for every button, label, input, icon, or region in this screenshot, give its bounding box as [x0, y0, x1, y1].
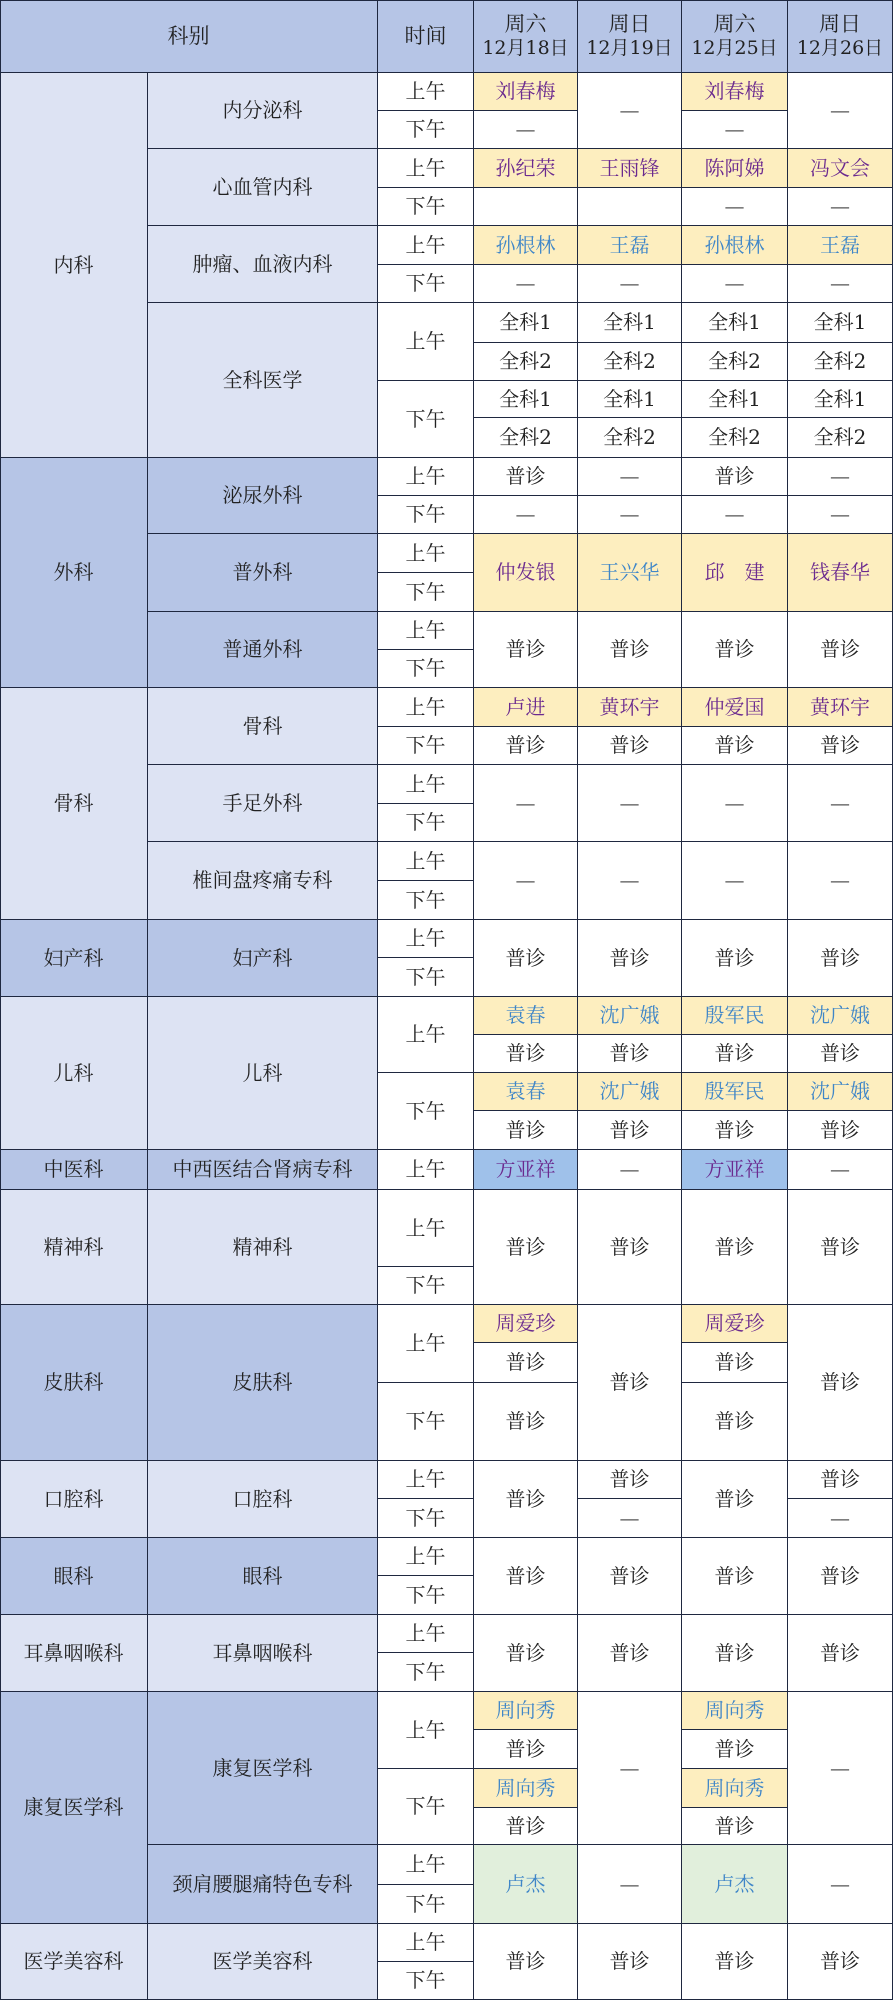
dept-group: 内科: [0, 73, 148, 458]
schedule-cell: 全科1: [788, 303, 893, 343]
sub-department: 普通外科: [148, 612, 378, 688]
time-slot: 下午: [378, 1962, 474, 2000]
schedule-cell: 普诊: [474, 1461, 578, 1538]
schedule-cell: —: [578, 1692, 682, 1845]
header-date: 12月25日: [691, 37, 778, 60]
schedule-cell: 全科1: [682, 381, 788, 418]
schedule-cell: 方亚祥: [474, 1150, 578, 1190]
schedule-cell: 殷军民: [682, 1073, 788, 1111]
time-slot: 上午: [378, 612, 474, 650]
schedule-cell: —: [788, 496, 893, 534]
schedule-cell: —: [578, 765, 682, 842]
schedule-cell: —: [682, 842, 788, 920]
schedule-cell: —: [788, 265, 893, 303]
sub-department: 医学美容科: [148, 1924, 378, 2000]
schedule-cell: 普诊: [578, 612, 682, 688]
schedule-cell: 普诊: [788, 1190, 893, 1305]
time-slot: 上午: [378, 1305, 474, 1383]
schedule-cell: —: [578, 73, 682, 149]
schedule-cell: 普诊: [474, 1538, 578, 1615]
schedule-cell: 全科2: [788, 343, 893, 381]
schedule-cell: 普诊: [788, 1035, 893, 1073]
schedule-cell: 袁春: [474, 1073, 578, 1111]
schedule-cell: —: [788, 1150, 893, 1190]
time-slot: 上午: [378, 842, 474, 881]
schedule-cell: 普诊: [682, 1343, 788, 1383]
time-slot: 上午: [378, 920, 474, 958]
schedule-cell: 全科2: [788, 418, 893, 458]
dept-group: 精神科: [0, 1190, 148, 1305]
schedule-cell: —: [578, 842, 682, 920]
time-slot: 上午: [378, 534, 474, 573]
schedule-cell: 全科1: [682, 303, 788, 343]
time-slot: 下午: [378, 881, 474, 920]
schedule-cell: 周向秀: [474, 1769, 578, 1808]
sub-department: 妇产科: [148, 920, 378, 997]
time-slot: 上午: [378, 765, 474, 804]
schedule-cell: 普诊: [578, 1538, 682, 1615]
dept-group: 医学美容科: [0, 1924, 148, 2000]
header-day-2: [682, 0, 788, 73]
schedule-cell: 普诊: [788, 1615, 893, 1692]
schedule-cell: 普诊: [788, 1111, 893, 1150]
time-slot: 下午: [378, 1267, 474, 1305]
schedule-cell: —: [788, 765, 893, 842]
dept-group: 眼科: [0, 1538, 148, 1615]
sub-department: 精神科: [148, 1190, 378, 1305]
schedule-cell: 仲爱国: [682, 688, 788, 727]
schedule-cell: —: [474, 842, 578, 920]
header-weekday: 周六: [504, 12, 547, 36]
schedule-cell: —: [578, 496, 682, 534]
schedule-cell: 全科1: [578, 381, 682, 418]
sub-department: 椎间盘疼痛专科: [148, 842, 378, 920]
schedule-cell: —: [788, 73, 893, 149]
schedule-cell: 冯文会: [788, 149, 893, 188]
sub-department: 皮肤科: [148, 1305, 378, 1461]
schedule-cell: 普诊: [474, 1343, 578, 1383]
schedule-cell: —: [682, 265, 788, 303]
schedule-cell: 沈广娥: [578, 997, 682, 1035]
time-slot: 下午: [378, 958, 474, 997]
header-day-1: [578, 0, 682, 73]
schedule-cell: —: [578, 265, 682, 303]
schedule-cell: 普诊: [682, 1383, 788, 1461]
schedule-cell: 普诊: [682, 1035, 788, 1073]
schedule-cell: —: [788, 1499, 893, 1538]
dept-group: 口腔科: [0, 1461, 148, 1538]
schedule-cell: 普诊: [788, 727, 893, 765]
schedule-cell: 普诊: [682, 1461, 788, 1538]
schedule-cell: —: [788, 1845, 893, 1924]
time-slot: 上午: [378, 73, 474, 111]
dept-group: 耳鼻咽喉科: [0, 1615, 148, 1692]
schedule-cell: —: [788, 188, 893, 226]
schedule-cell: 普诊: [682, 920, 788, 997]
time-slot: 上午: [378, 1461, 474, 1499]
schedule-cell: 孙根林: [682, 226, 788, 265]
schedule-cell: 普诊: [474, 920, 578, 997]
schedule-cell: —: [474, 111, 578, 149]
schedule-cell: 普诊: [682, 1615, 788, 1692]
schedule-cell: 方亚祥: [682, 1150, 788, 1190]
schedule-cell: —: [682, 111, 788, 149]
schedule-cell: 普诊: [578, 1461, 682, 1499]
schedule-cell: 普诊: [474, 1730, 578, 1769]
schedule-cell: 普诊: [682, 458, 788, 496]
schedule-cell: [578, 188, 682, 226]
schedule-cell: 刘春梅: [682, 73, 788, 111]
time-slot: 上午: [378, 688, 474, 727]
time-slot: 上午: [378, 1538, 474, 1576]
time-slot: 下午: [378, 1653, 474, 1692]
schedule-cell: 王磊: [578, 226, 682, 265]
schedule-cell: 普诊: [788, 1924, 893, 2000]
time-slot: 下午: [378, 727, 474, 765]
time-slot: 下午: [378, 1769, 474, 1845]
time-slot: 下午: [378, 650, 474, 688]
sub-department: 手足外科: [148, 765, 378, 842]
schedule-cell: 普诊: [788, 1305, 893, 1461]
schedule-cell: —: [474, 765, 578, 842]
schedule-cell: 仲发银: [474, 534, 578, 612]
header-time: 时间: [378, 0, 474, 73]
schedule-cell: 普诊: [474, 1808, 578, 1845]
time-slot: 下午: [378, 111, 474, 149]
sub-department: 全科医学: [148, 303, 378, 458]
schedule-cell: —: [578, 1845, 682, 1924]
schedule-cell: 普诊: [788, 612, 893, 688]
time-slot: 上午: [378, 1692, 474, 1769]
sub-department: 中西医结合肾病专科: [148, 1150, 378, 1190]
schedule-cell: 周向秀: [682, 1692, 788, 1730]
time-slot: 下午: [378, 496, 474, 534]
header-weekday: 周日: [608, 12, 651, 36]
schedule-cell: 普诊: [578, 1615, 682, 1692]
dept-group: 康复医学科: [0, 1692, 148, 1924]
sub-department: 泌尿外科: [148, 458, 378, 534]
schedule-cell: 普诊: [682, 1924, 788, 2000]
time-slot: 下午: [378, 1073, 474, 1150]
schedule-cell: 全科2: [578, 418, 682, 458]
schedule-cell: 普诊: [474, 1035, 578, 1073]
schedule-cell: 沈广娥: [788, 997, 893, 1035]
header-day-3: [788, 0, 893, 73]
time-slot: 上午: [378, 303, 474, 381]
schedule-cell: 周向秀: [682, 1769, 788, 1808]
header-weekday: 周日: [819, 12, 861, 36]
schedule-cell: 普诊: [578, 1035, 682, 1073]
header-dept: 科别: [0, 0, 378, 73]
time-slot: 上午: [378, 1924, 474, 1962]
schedule-cell: —: [578, 458, 682, 496]
schedule-cell: 全科1: [788, 381, 893, 418]
header-weekday: 周六: [713, 12, 756, 36]
time-slot: 下午: [378, 1383, 474, 1461]
time-slot: 上午: [378, 1845, 474, 1885]
schedule-cell: —: [788, 842, 893, 920]
time-slot: 下午: [378, 1885, 474, 1924]
sub-department: 普外科: [148, 534, 378, 612]
schedule-cell: 王磊: [788, 226, 893, 265]
schedule-cell: 普诊: [474, 727, 578, 765]
schedule-cell: 黄环宇: [788, 688, 893, 727]
sub-department: 骨科: [148, 688, 378, 765]
schedule-cell: 普诊: [474, 1383, 578, 1461]
schedule-cell: —: [474, 265, 578, 303]
schedule-cell: 普诊: [682, 1808, 788, 1845]
schedule-cell: 普诊: [788, 920, 893, 997]
schedule-cell: 沈广娥: [788, 1073, 893, 1111]
schedule-cell: 普诊: [578, 1924, 682, 2000]
dept-group: 妇产科: [0, 920, 148, 997]
sub-department: 康复医学科: [148, 1692, 378, 1845]
schedule-cell: 普诊: [474, 1190, 578, 1305]
schedule-cell: 普诊: [682, 727, 788, 765]
schedule-cell: 全科1: [474, 381, 578, 418]
sub-department: 颈肩腰腿痛特色专科: [148, 1845, 378, 1924]
schedule-cell: 普诊: [474, 1111, 578, 1150]
schedule-cell: [474, 188, 578, 226]
schedule-cell: 普诊: [578, 727, 682, 765]
time-slot: 上午: [378, 149, 474, 188]
header-day-0: [474, 0, 578, 73]
time-slot: 上午: [378, 1150, 474, 1190]
time-slot: 下午: [378, 1576, 474, 1615]
schedule-cell: 普诊: [682, 1190, 788, 1305]
schedule-cell: 王兴华: [578, 534, 682, 612]
schedule-cell: —: [682, 765, 788, 842]
time-slot: 下午: [378, 804, 474, 842]
time-slot: 下午: [378, 265, 474, 303]
time-slot: 上午: [378, 1615, 474, 1653]
schedule-cell: —: [578, 1150, 682, 1190]
header-date: 12月19日: [586, 37, 673, 60]
schedule-cell: 王雨锋: [578, 149, 682, 188]
schedule-cell: 普诊: [578, 920, 682, 997]
schedule-cell: —: [788, 458, 893, 496]
schedule-cell: 周爱珍: [474, 1305, 578, 1343]
time-slot: 上午: [378, 226, 474, 265]
schedule-cell: 普诊: [474, 612, 578, 688]
time-slot: 上午: [378, 1190, 474, 1267]
schedule-cell: 全科2: [578, 343, 682, 381]
time-slot: 下午: [378, 1499, 474, 1538]
schedule-cell: —: [788, 1692, 893, 1845]
sub-department: 内分泌科: [148, 73, 378, 149]
schedule-cell: 周向秀: [474, 1692, 578, 1730]
header-date: 12月26日: [796, 37, 884, 60]
schedule-cell: 卢进: [474, 688, 578, 727]
schedule-cell: 周爱珍: [682, 1305, 788, 1343]
dept-group: 外科: [0, 458, 148, 688]
schedule-cell: 普诊: [474, 458, 578, 496]
schedule-cell: 普诊: [578, 1305, 682, 1461]
header-date: 12月18日: [482, 37, 569, 60]
schedule-cell: 普诊: [788, 1538, 893, 1615]
sub-department: 口腔科: [148, 1461, 378, 1538]
schedule-cell: 普诊: [788, 1461, 893, 1499]
sub-department: 肿瘤、血液内科: [148, 226, 378, 303]
schedule-cell: 全科2: [474, 343, 578, 381]
schedule-cell: 普诊: [682, 1730, 788, 1769]
schedule-cell: —: [474, 496, 578, 534]
schedule-cell: 邱 建: [682, 534, 788, 612]
schedule-cell: 黄环宇: [578, 688, 682, 727]
schedule-cell: 孙根林: [474, 226, 578, 265]
time-slot: 下午: [378, 381, 474, 458]
schedule-cell: 孙纪荣: [474, 149, 578, 188]
schedule-cell: 袁春: [474, 997, 578, 1035]
schedule-cell: —: [578, 1499, 682, 1538]
schedule-cell: 全科2: [682, 343, 788, 381]
schedule-cell: 卢杰: [474, 1845, 578, 1924]
schedule-cell: 卢杰: [682, 1845, 788, 1924]
time-slot: 下午: [378, 573, 474, 612]
dept-group: 骨科: [0, 688, 148, 920]
dept-group: 儿科: [0, 997, 148, 1150]
sub-department: 耳鼻咽喉科: [148, 1615, 378, 1692]
schedule-cell: 普诊: [682, 1111, 788, 1150]
schedule-cell: 普诊: [578, 1190, 682, 1305]
schedule-cell: —: [682, 496, 788, 534]
schedule-cell: 刘春梅: [474, 73, 578, 111]
dept-group: 中医科: [0, 1150, 148, 1190]
schedule-cell: 普诊: [474, 1924, 578, 2000]
schedule-cell: 普诊: [682, 612, 788, 688]
schedule-cell: 陈阿娣: [682, 149, 788, 188]
schedule-cell: 全科1: [474, 303, 578, 343]
sub-department: 心血管内科: [148, 149, 378, 226]
schedule-cell: 钱春华: [788, 534, 893, 612]
schedule-cell: 沈广娥: [578, 1073, 682, 1111]
schedule-cell: 全科2: [682, 418, 788, 458]
schedule-cell: 全科1: [578, 303, 682, 343]
schedule-cell: 全科2: [474, 418, 578, 458]
time-slot: 下午: [378, 188, 474, 226]
schedule-cell: —: [682, 188, 788, 226]
sub-department: 眼科: [148, 1538, 378, 1615]
schedule-cell: 普诊: [682, 1538, 788, 1615]
dept-group: 皮肤科: [0, 1305, 148, 1461]
schedule-cell: 普诊: [578, 1111, 682, 1150]
schedule-cell: 殷军民: [682, 997, 788, 1035]
time-slot: 上午: [378, 458, 474, 496]
schedule-cell: 普诊: [474, 1615, 578, 1692]
sub-department: 儿科: [148, 997, 378, 1150]
time-slot: 上午: [378, 997, 474, 1073]
